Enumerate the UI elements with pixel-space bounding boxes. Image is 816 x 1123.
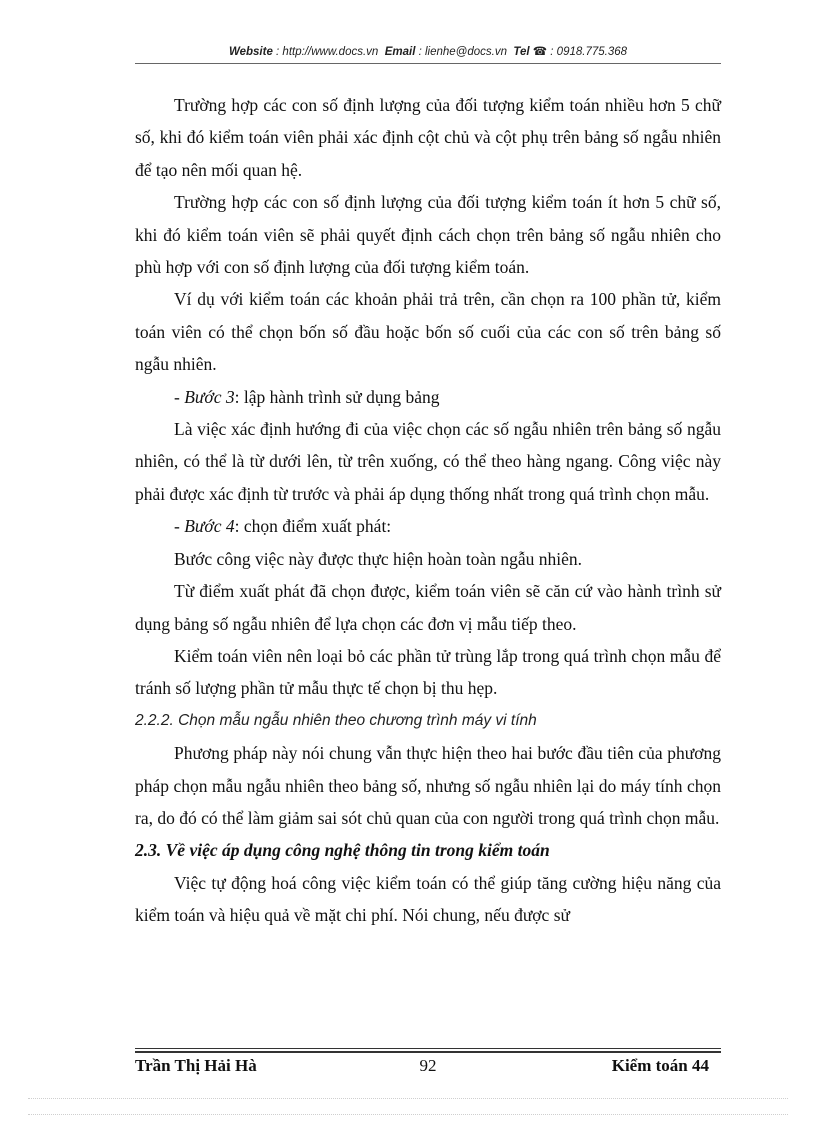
paragraph: Ví dụ với kiểm toán các khoản phải trả trên, cần chọn ra 100 phần tử, kiểm toán viên có thể chọn bốn số đầu hoặc bốn số cuối của các con số trên bảng số ngẫu nhiên.	[135, 289, 721, 375]
tel-value: : 0918.775.368	[550, 46, 628, 58]
section-heading-2-3: 2.3. Về việc áp dụng công nghệ thông tin trong kiểm toán	[135, 840, 550, 861]
paragraph: Là việc xác định hướng đi của việc chọn các số ngẫu nhiên trên bảng số ngẫu nhiên, có thể là từ dưới lên, từ trên xuống, có thể theo hàng ngang. Công việc này phải được xác định từ trước và phải áp dụng thống nhất trong quá trình chọn mẫu.	[135, 419, 721, 504]
section-heading-2-2-2: 2.2.2. Chọn mẫu ngẫu nhiên theo chương trình máy vi tính	[135, 711, 537, 729]
paragraph: Từ điểm xuất phát đã chọn được, kiểm toán viên sẽ căn cứ vào hành trình sử dụng bảng số ngẫu nhiên để lựa chọn các đơn vị mẫu tiếp theo.	[135, 581, 721, 634]
document-body	[135, 89, 721, 932]
page-header	[135, 44, 721, 64]
step-3-label: - Bước 3	[174, 386, 235, 407]
step-4-label: - Bước 4	[174, 516, 235, 537]
footer-course: Kiểm toán 44	[611, 1056, 709, 1075]
website-label: Website	[228, 46, 273, 58]
step-3	[135, 381, 721, 413]
tel-label: Tel ☎	[513, 46, 548, 58]
footer-divider	[135, 1051, 721, 1053]
step-4	[135, 510, 721, 542]
paragraph: Trường hợp các con số định lượng của đối tượng kiểm toán ít hơn 5 chữ số, khi đó kiểm toán viên sẽ phải quyết định cách chọn trên bảng số ngẫu nhiên cho phù hợp với con số định lượng của đối tượng kiểm toán.	[135, 192, 721, 278]
footer-divider	[135, 1048, 721, 1049]
page-number: 92	[419, 1056, 437, 1075]
dotted-separator	[28, 1114, 788, 1115]
dotted-separator	[28, 1098, 788, 1099]
paragraph: Việc tự động hoá công việc kiểm toán có thể giúp tăng cường hiệu năng của kiểm toán và hiệu quả về mặt chi phí. Nói chung, nếu được sử	[135, 872, 721, 926]
page-footer	[135, 1054, 721, 1078]
step-4-text: : chọn điểm xuất phát:	[234, 516, 392, 537]
paragraph: Bước công việc này được thực hiện hoàn toàn ngẫu nhiên.	[174, 548, 583, 569]
email-value: : lienhe@docs.vn	[418, 46, 507, 58]
website-value: : http://www.docs.vn	[276, 46, 379, 58]
step-3-text: : lập hành trình sử dụng bảng	[234, 386, 440, 407]
paragraph: Phương pháp này nói chung vẫn thực hiện theo hai bước đầu tiên của phương pháp chọn mẫu ngẫu nhiên theo bảng số, nhưng số ngẫu nhiên lại do máy tính chọn ra, do đó có thể làm giảm sai sót chủ quan của con người trong quá trình chọn mẫu.	[135, 743, 721, 828]
footer-author: Trần Thị Hải Hà	[135, 1056, 257, 1075]
paragraph: Trường hợp các con số định lượng của đối tượng kiểm toán nhiều hơn 5 chữ số, khi đó kiểm toán viên phải xác định cột chủ và cột phụ trên bảng số ngẫu nhiên để tạo nên mối quan hệ.	[135, 95, 721, 180]
email-label: Email	[384, 46, 416, 58]
paragraph: Kiểm toán viên nên loại bỏ các phần tử trùng lắp trong quá trình chọn mẫu để tránh số lượng phần tử mẫu thực tế chọn bị thu hẹp.	[135, 645, 721, 699]
